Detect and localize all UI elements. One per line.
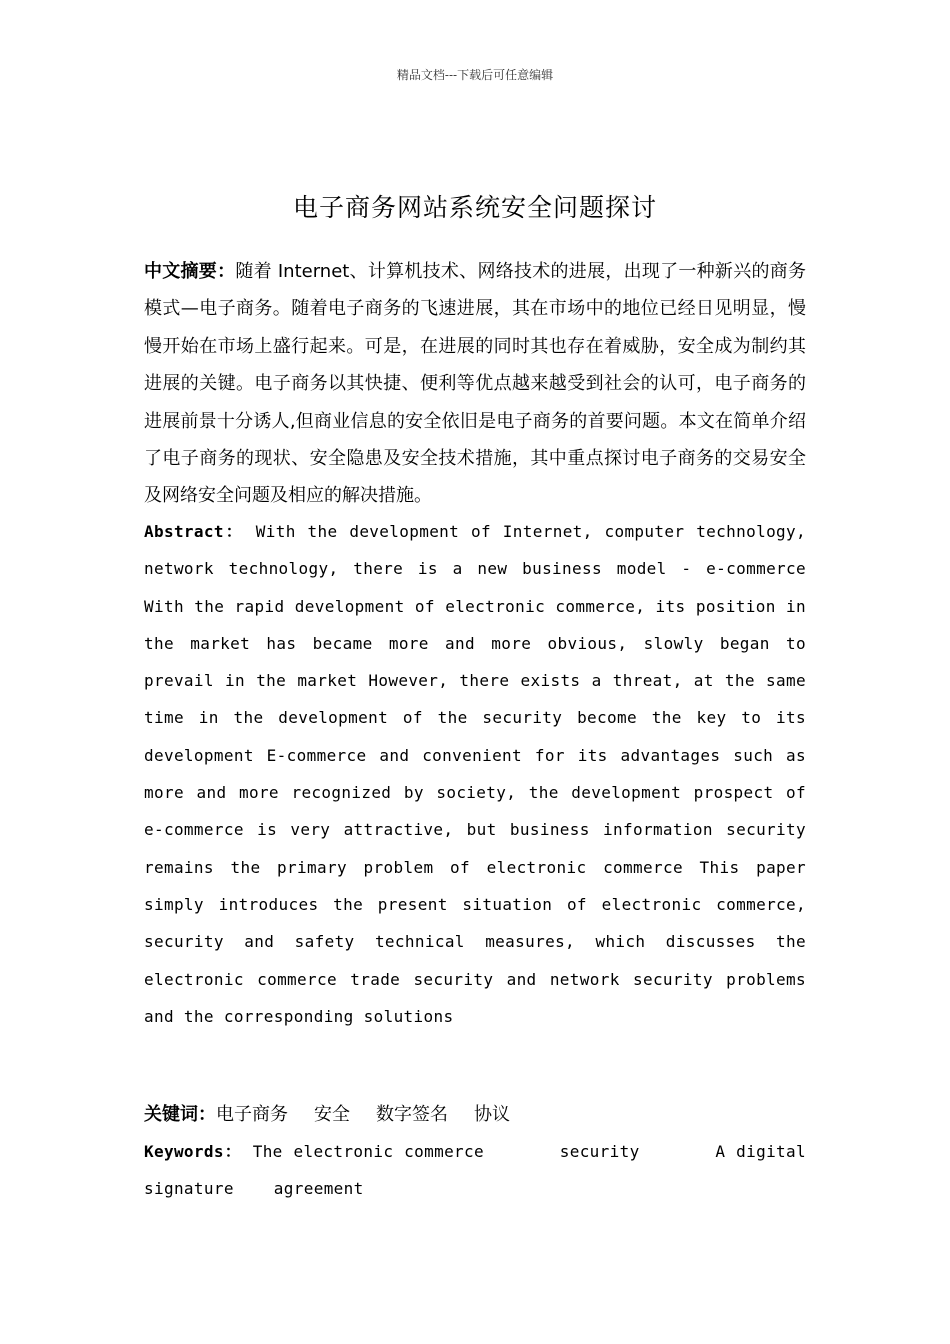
keyword-item: 电子商务 bbox=[216, 1104, 288, 1125]
chinese-abstract-text: 随着 Internet、计算机技术、网络技术的进展，出现了一种新兴的商务模式—电子商务。随着电子商务的飞速进展，其在市场中的地位已经日见明显，慢慢开始在市场上盛行起来。可是，在进展的同时其也存在着威胁，安全成为制约其进展的关键。电子商务以其快捷、便利等优点越来越受到社会的认可，电子商务的进展前景十分诱人,但商业信息的安全依旧是电子商务的首要问题。本文在简单介绍了电子商务的现状、安全隐患及安全技术措施，其中重点探讨电子商务的交易安全及网络安全问题及相应的解决措施。 bbox=[144, 261, 806, 507]
english-abstract bbox=[144, 513, 806, 1035]
chinese-abstract-label: 中文摘要： bbox=[144, 261, 236, 282]
english-abstract-label: Abstract： bbox=[144, 522, 244, 541]
english-keywords-text: The electronic commerce security A digital signature agreement bbox=[144, 1142, 816, 1199]
keyword-item: 安全 bbox=[314, 1104, 350, 1125]
keyword-item: 协议 bbox=[474, 1104, 510, 1125]
keyword-item: 数字签名 bbox=[376, 1104, 448, 1125]
chinese-keywords bbox=[144, 1098, 806, 1132]
english-keywords bbox=[144, 1133, 816, 1208]
english-abstract-text: With the development of Internet, computer technology, network technology, there is a new business model - e-commerce With the rapid development of electronic commerce, its position in the market has became more and more obvious, slowly began to prevail in the market However, there exists a threat, at the same time in the development of the security become the key to its development E-commerce and convenient for its advantages such as more and more recognized by society, the development prospect of e-commerce is very attractive, but business information security remains the primary problem of electronic commerce This paper simply introduces the present situation of electronic commerce, security and safety technical measures, which discusses the electronic commerce trade security and network security problems and the corresponding solutions bbox=[144, 522, 806, 1026]
chinese-keywords-label: 关键词： bbox=[144, 1104, 216, 1125]
page-header: 精品文档---下载后可任意编辑 bbox=[396, 68, 554, 82]
english-keywords-label: Keywords： bbox=[144, 1142, 242, 1161]
document-title: 电子商务网站系统安全问题探讨 bbox=[292, 193, 657, 222]
chinese-abstract bbox=[144, 253, 806, 515]
